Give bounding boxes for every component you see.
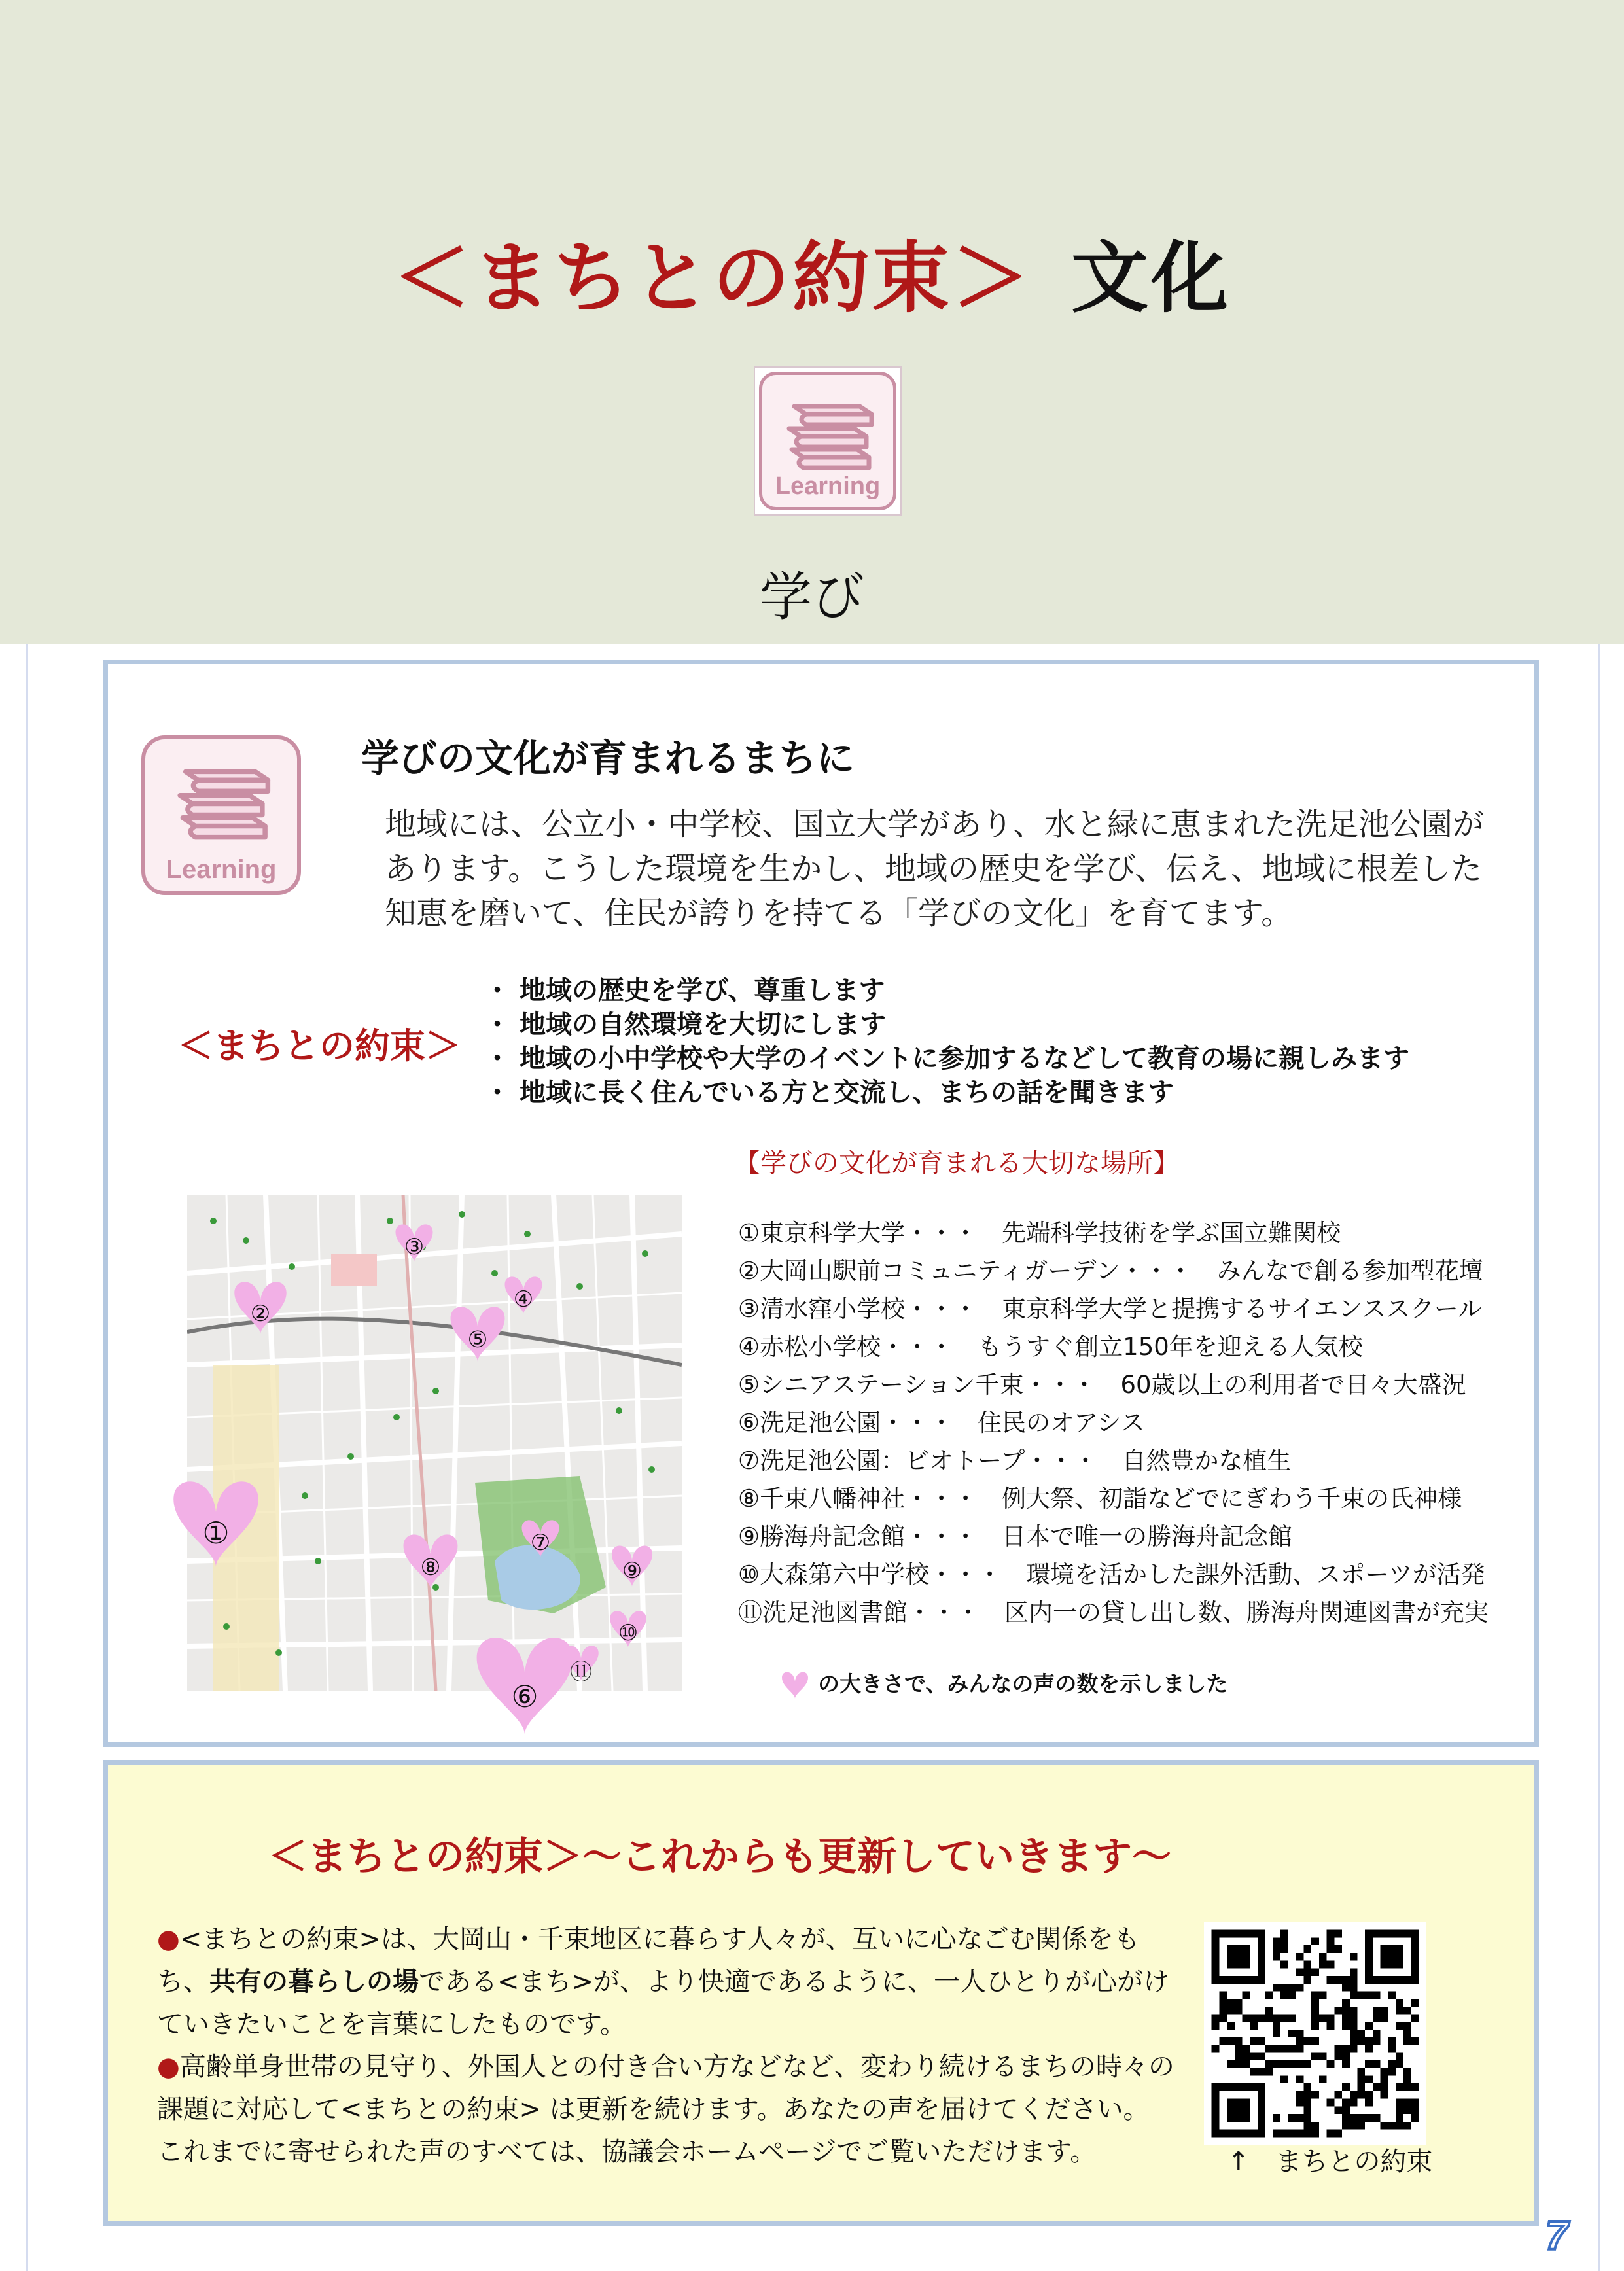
map-marker-label: ① xyxy=(202,1515,230,1551)
qr-caption: ↑ まちとの約束 xyxy=(1227,2147,1433,2177)
legend-text: の大きさで、みんなの声の数を示しました xyxy=(818,1671,1228,1697)
section-heading: 学びの文化が育まれるまちに xyxy=(361,736,855,781)
update-text-1-bold: 共有の暮らしの場 xyxy=(209,1967,419,1997)
qr-code-icon xyxy=(1204,1922,1426,2145)
places-heading: 【学びの文化が育まれる大切な場所】 xyxy=(734,1148,1179,1178)
place-item: ⑨勝海舟記念館・・・ 日本で唯一の勝海舟記念館 xyxy=(738,1523,1293,1551)
books-icon-drawing xyxy=(779,392,877,472)
learning-badge xyxy=(754,366,902,516)
map-marker-label: ② xyxy=(250,1301,271,1328)
update-heading-promise: ＜まちとの約束＞ xyxy=(268,1834,582,1880)
place-item: ④赤松小学校・・・ もうすぐ創立150年を迎える人気校 xyxy=(738,1333,1363,1361)
place-item: ⑪洗足池図書館・・・ 区内一の貸し出し数、勝海舟関連図書が充実 xyxy=(738,1598,1489,1627)
section-paragraph: 地域には、公立小・中学校、国立大学があり、水と緑に恵まれた洗足池公園があります。こうした環境を生かし、地域の歴史を学び、伝え、地域に根差した知恵を磨いて、住民が誇りを持てる「学びの文化」を育てます。 xyxy=(385,806,1485,932)
update-text-2: 高齢単身世帯の見守り、外国人との付き合い方などなど、変わり続けるまちの時々の課題に対応して<まちとの約束> は更新を続けます。あなたの声を届けてください。 xyxy=(157,2052,1174,2124)
places-list xyxy=(738,1214,1489,1632)
page-title-culture: 文化 xyxy=(1071,233,1231,323)
page-title-promise: ＜まちとの約束＞ xyxy=(393,233,1032,323)
update-paragraph xyxy=(157,1918,1191,2174)
books-icon xyxy=(141,735,301,895)
update-text-1b: である<まち>が、より快適であるように、一人ひとりが心がけていきたいことを言葉にしたものです。 xyxy=(157,1967,1170,2039)
place-item: ⑦洗足池公園：ビオトープ・・・ 自然豊かな植生 xyxy=(738,1447,1292,1475)
books-icon-drawing xyxy=(169,756,274,841)
promise-item: ・ 地域に長く住んでいる方と交流し、まちの話を聞きます xyxy=(484,1076,1409,1110)
heart-icon xyxy=(779,1671,811,1700)
map-marker-label: ⑩ xyxy=(618,1620,639,1647)
place-item: ⑤シニアステーション千束・・・ 60歳以上の利用者で日々大盛況 xyxy=(738,1371,1466,1399)
update-text-3: これまでに寄せられた声のすべては、協議会ホームページでご覧いただけます。 xyxy=(157,2137,1097,2167)
qr-code[interactable] xyxy=(1204,1922,1426,2145)
map-marker-label: ⑧ xyxy=(420,1555,441,1581)
update-text-1a: <まちとの約束>は、大岡山・千束地区に暮らす人々が、互いに心なごむ関係をもち、 xyxy=(157,1924,1140,1997)
promise-item: ・ 地域の歴史を学び、尊重します xyxy=(484,974,1409,1008)
page-margin-line-left xyxy=(26,644,28,2271)
place-item: ⑧千束八幡神社・・・ 例大祭、初詣などでにぎわう千束の氏神様 xyxy=(738,1485,1462,1513)
map-marker-label: ③ xyxy=(404,1234,425,1261)
map-marker-label: ⑪ xyxy=(570,1659,592,1685)
place-item: ⑥洗足池公園・・・ 住民のオアシス xyxy=(738,1409,1145,1437)
page-title xyxy=(0,216,1624,327)
map-marker-label: ⑦ xyxy=(530,1530,551,1557)
place-item: ②大岡山駅前コミュニティガーデン・・・ みんなで創る参加型花壇 xyxy=(738,1257,1483,1285)
map-marker-label: ④ xyxy=(513,1286,534,1313)
bullet-icon: ● xyxy=(157,1924,180,1954)
update-heading-tail: 〜これからも更新していきます〜 xyxy=(582,1834,1171,1880)
place-item: ①東京科学大学・・・ 先端科学技術を学ぶ国立難関校 xyxy=(738,1219,1341,1247)
update-heading xyxy=(268,1825,1171,1882)
promise-item: ・ 地域の小中学校や大学のイベントに参加するなどして教育の場に親しみます xyxy=(484,1042,1409,1076)
bullet-icon: ● xyxy=(157,2052,180,2082)
map-legend xyxy=(779,1667,1227,1700)
books-icon xyxy=(759,372,896,510)
map-marker-label: ⑤ xyxy=(467,1327,488,1354)
promise-list xyxy=(484,974,1409,1110)
place-item: ③清水窪小学校・・・ 東京科学大学と提携するサイエンススクール xyxy=(738,1295,1483,1323)
header-subtitle: 学び xyxy=(760,567,864,627)
learning-label: Learning xyxy=(166,855,277,884)
page-number: 7 xyxy=(1545,2213,1568,2259)
map-marker-label: ⑥ xyxy=(511,1678,538,1714)
promise-item: ・ 地域の自然環境を大切にします xyxy=(484,1008,1409,1042)
learning-label: Learning xyxy=(775,472,881,500)
promise-label: ＜まちとの約束＞ xyxy=(178,1025,461,1066)
place-item: ⑩大森第六中学校・・・ 環境を活かした課外活動、スポーツが活発 xyxy=(738,1560,1485,1589)
page-margin-line-right xyxy=(1598,644,1600,2271)
map-marker-label: ⑨ xyxy=(622,1557,643,1584)
